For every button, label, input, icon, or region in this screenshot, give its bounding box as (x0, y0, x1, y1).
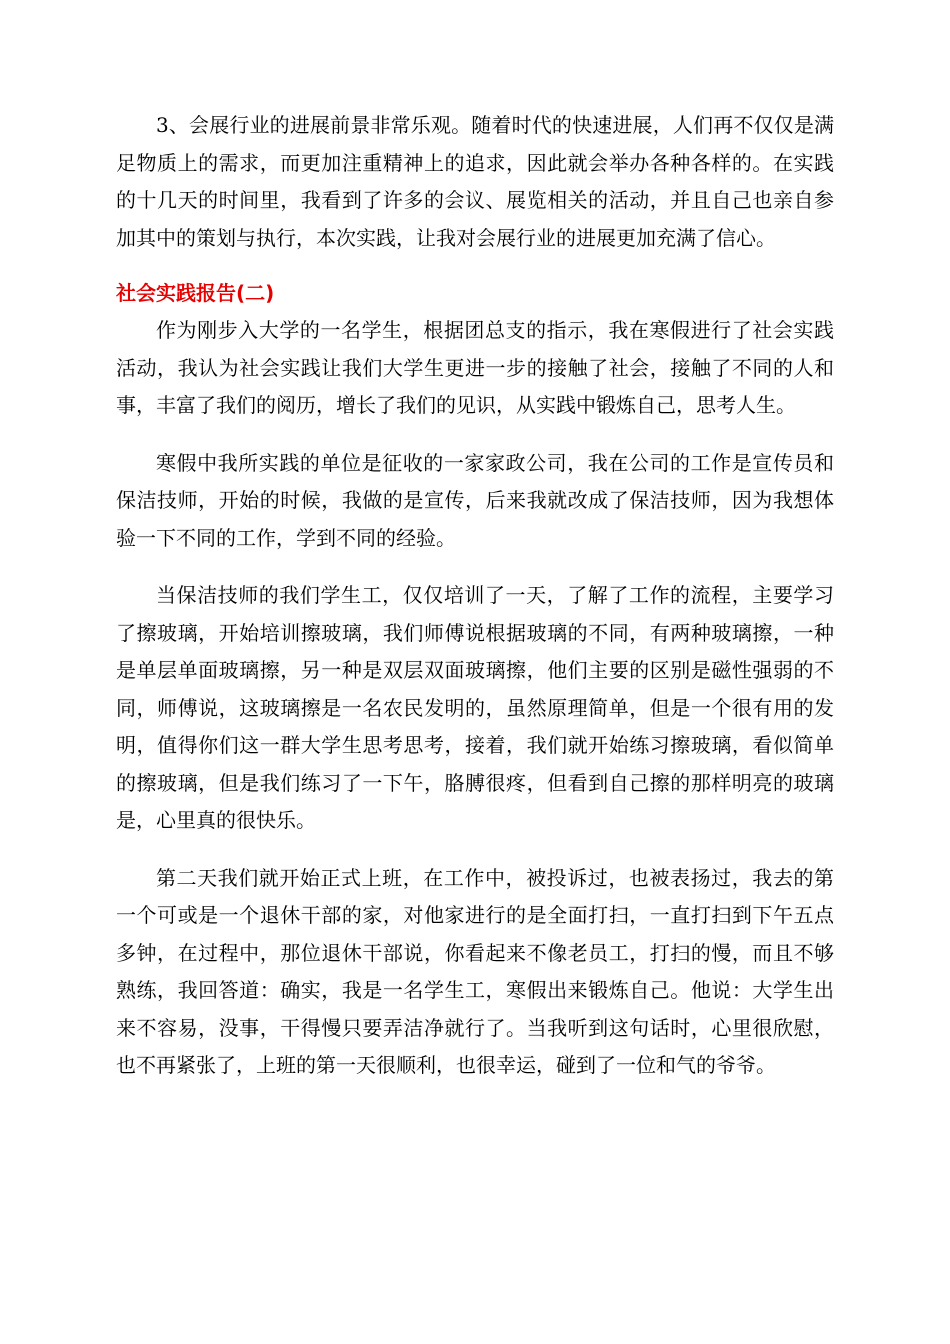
paragraph-intro: 3、会展行业的进展前景非常乐观。随着时代的快速进展，人们再不仅仅是满足物质上的需求，而更加注重精神上的追求，因此就会举办各种各样的。在实践的十几天的时间里，我看到了许多的会议、展览相关的活动，并且自己也亲自参加其中的策划与执行，本次实践，让我对会展行业的进展更加充满了信心。 (116, 113, 834, 250)
paragraph-1: 作为刚步入大学的一名学生，根据团总支的指示，我在寒假进行了社会实践活动，我认为社会实践让我们大学生更进一步的接触了社会，接触了不同的人和事，丰富了我们的阅历，增长了我们的见识，从实践中锻炼自己，思考人生。 (116, 318, 834, 417)
section-heading: 社会实践报告(二) (116, 281, 275, 305)
paragraph-2: 寒假中我所实践的单位是征收的一家家政公司，我在公司的工作是宣传员和保洁技师，开始的时候，我做的是宣传，后来我就改成了保洁技师，因为我想体验一下不同的工作，学到不同的经验。 (116, 450, 834, 550)
paragraph-4: 第二天我们就开始正式上班，在工作中，被投诉过，也被表扬过，我去的第一个可或是一个退休干部的家，对他家进行的是全面打扫，一直打扫到下午五点多钟，在过程中，那位退休干部说，你看起来不像老员工，打扫的慢，而且不够熟练，我回答道：确实，我是一名学生工，寒假出来锻炼自己。他说：大学生出来不容易，没事，干得慢只要弄洁净就行了。当我听到这句话时，心里很欣慰，也不再紧张了，上班的第一天很顺利，也很幸运，碰到了一位和气的爷爷。 (116, 865, 834, 1077)
document-body (116, 107, 834, 1085)
paragraph-3: 当保洁技师的我们学生工，仅仅培训了一天，了解了工作的流程，主要学习了擦玻璃，开始培训擦玻璃，我们师傅说根据玻璃的不同，有两种玻璃擦，一种是单层单面玻璃擦，另一种是双层双面玻璃擦，他们主要的区别是磁性强弱的不同，师傅说，这玻璃擦是一名农民发明的，虽然原理简单，但是一个很有用的发明，值得你们这一群大学生思考思考，接着，我们就开始练习擦玻璃，看似简单的擦玻璃，但是我们练习了一下午，胳膊很疼，但看到自己擦的那样明亮的玻璃是，心里真的很快乐。 (116, 583, 834, 832)
